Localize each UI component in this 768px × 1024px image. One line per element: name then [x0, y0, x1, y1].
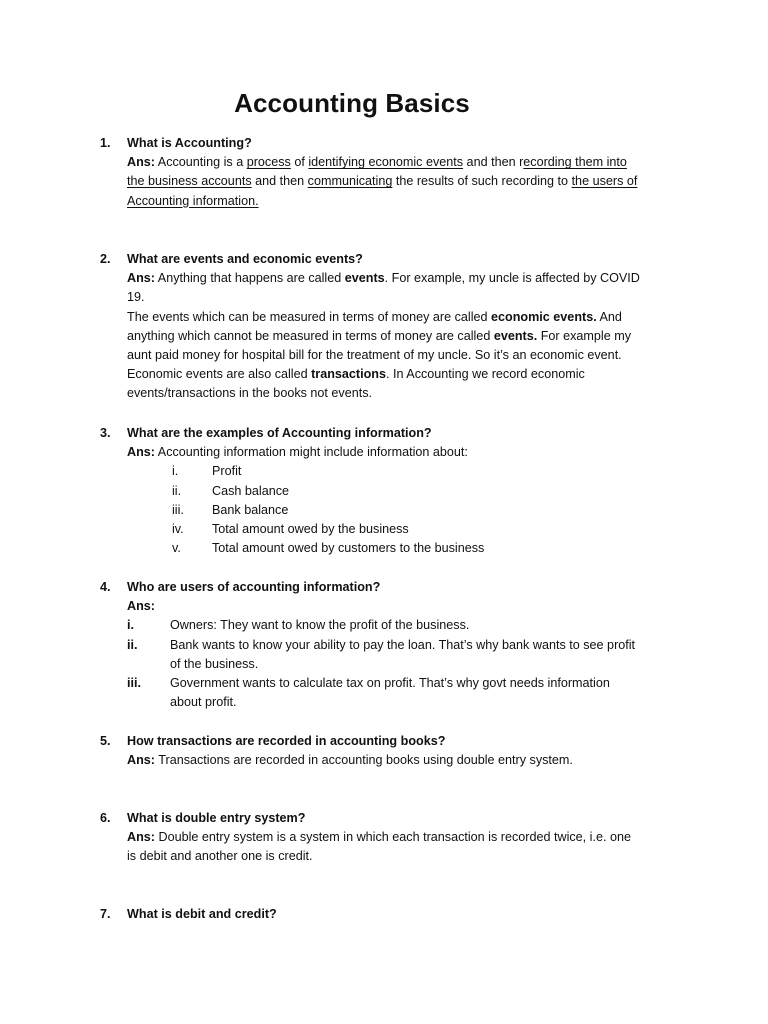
question-text: How transactions are recorded in accounting books? [127, 734, 446, 748]
list-item [127, 616, 640, 635]
answer-text: and then [251, 174, 308, 189]
question-text: What is debit and credit? [127, 907, 277, 921]
list-text: Owners: They want to know the profit of the business. [170, 618, 470, 633]
question-number: 7. [100, 907, 111, 921]
list-item [127, 636, 640, 674]
info-list [100, 462, 640, 558]
answer-4 [100, 597, 640, 616]
question-text: What is double entry system? [127, 811, 306, 825]
underlined-term: communicating [307, 174, 393, 189]
question-6-heading [100, 809, 640, 828]
question-4-heading [100, 578, 640, 597]
question-2-heading [100, 250, 640, 269]
ans-label: Ans: [127, 599, 155, 614]
list-item [127, 482, 640, 501]
answer-text: . In Accounting we record economic events/transactions in the books not events. [127, 367, 585, 401]
ans-label: Ans: [127, 830, 155, 845]
list-text: Bank balance [212, 502, 289, 517]
question-5 [100, 732, 640, 770]
question-number: 2. [100, 252, 111, 266]
answer-text: the results of such recording to [392, 174, 572, 189]
list-number: ii. [127, 637, 138, 652]
answer-3 [100, 443, 640, 462]
bold-term: events [344, 271, 385, 286]
list-number: v. [172, 541, 181, 556]
question-4 [100, 578, 640, 712]
question-number: 4. [100, 580, 111, 594]
answer-text: For example my aunt paid money for hospital bill for the treatment of my uncle. So it’s an economic event. Economic events are also called [127, 328, 632, 382]
list-item [127, 501, 640, 520]
users-list [100, 616, 640, 712]
question-3-heading [100, 424, 640, 443]
page-title: Accounting Basics [234, 88, 470, 118]
list-number: iii. [127, 676, 141, 691]
list-item [127, 520, 640, 539]
list-text: Total amount owed by the business [212, 521, 409, 536]
answer-text: The events which can be measured in terms of money are called [127, 309, 492, 324]
bold-term: transactions [311, 367, 386, 382]
list-number: iv. [172, 521, 184, 536]
question-1 [100, 134, 640, 211]
ans-label: Ans: [127, 753, 155, 768]
answer-6 [100, 828, 640, 866]
question-7 [100, 905, 640, 924]
bold-term: economic events. [491, 309, 597, 324]
list-number: iii. [172, 502, 184, 517]
answer-2 [100, 269, 640, 307]
answer-text: Double entry system is a system in which each transaction is recorded twice, i.e. one is debit and another one is credit. [127, 830, 631, 864]
question-number: 6. [100, 811, 111, 825]
question-number: 1. [100, 136, 111, 150]
answer-text: . For example, my uncle is affected by COVID 19. [127, 271, 640, 305]
question-text: What are the examples of Accounting information? [127, 426, 432, 440]
question-text: What are events and economic events? [127, 252, 363, 266]
answer-text: Accounting information might include information about: [155, 445, 468, 460]
list-text: Cash balance [212, 483, 290, 498]
list-text: Government wants to calculate tax on profit. That’s why govt needs information about profit. [170, 676, 610, 710]
answer-text: Anything that happens are called [155, 271, 345, 286]
list-item [127, 462, 640, 481]
answer-text: And anything which cannot be measured in terms of money are called [127, 309, 622, 343]
list-text: Total amount owed by customers to the business [212, 541, 485, 556]
underlined-term: process [246, 155, 291, 170]
question-7-heading [100, 905, 640, 924]
ans-label: Ans: [127, 445, 155, 460]
list-number: i. [172, 464, 179, 479]
question-number: 3. [100, 426, 111, 440]
question-1-heading [100, 134, 640, 153]
ans-label: Ans: [127, 271, 155, 286]
question-text: Who are users of accounting information? [127, 580, 381, 594]
answer-text: Transactions are recorded in accounting books using double entry system. [155, 753, 573, 768]
answer-2-continued [100, 308, 640, 404]
underlined-term: identifying economic events [308, 155, 464, 170]
list-text: Profit [212, 464, 242, 479]
underlined-term: ecording them into the business accounts [127, 155, 627, 189]
answer-1 [100, 153, 640, 211]
list-item [127, 674, 640, 712]
underlined-term: the users of Accounting information. [127, 174, 638, 208]
question-number: 5. [100, 734, 111, 748]
question-3 [100, 424, 640, 558]
answer-5 [100, 751, 640, 770]
answer-text: and then r [463, 155, 524, 170]
answer-text: of [290, 155, 309, 170]
list-number: ii. [172, 483, 182, 498]
list-item [127, 539, 640, 558]
bold-term: events. [493, 328, 538, 343]
question-2 [100, 250, 640, 404]
question-text: What is Accounting? [127, 136, 252, 150]
question-6 [100, 809, 640, 867]
ans-label: Ans: [127, 155, 155, 170]
list-text: Bank wants to know your ability to pay the loan. That’s why bank wants to see profit of the business. [170, 637, 636, 671]
answer-text: Accounting is a [155, 155, 247, 170]
list-number: i. [127, 618, 134, 633]
question-5-heading [100, 732, 640, 751]
